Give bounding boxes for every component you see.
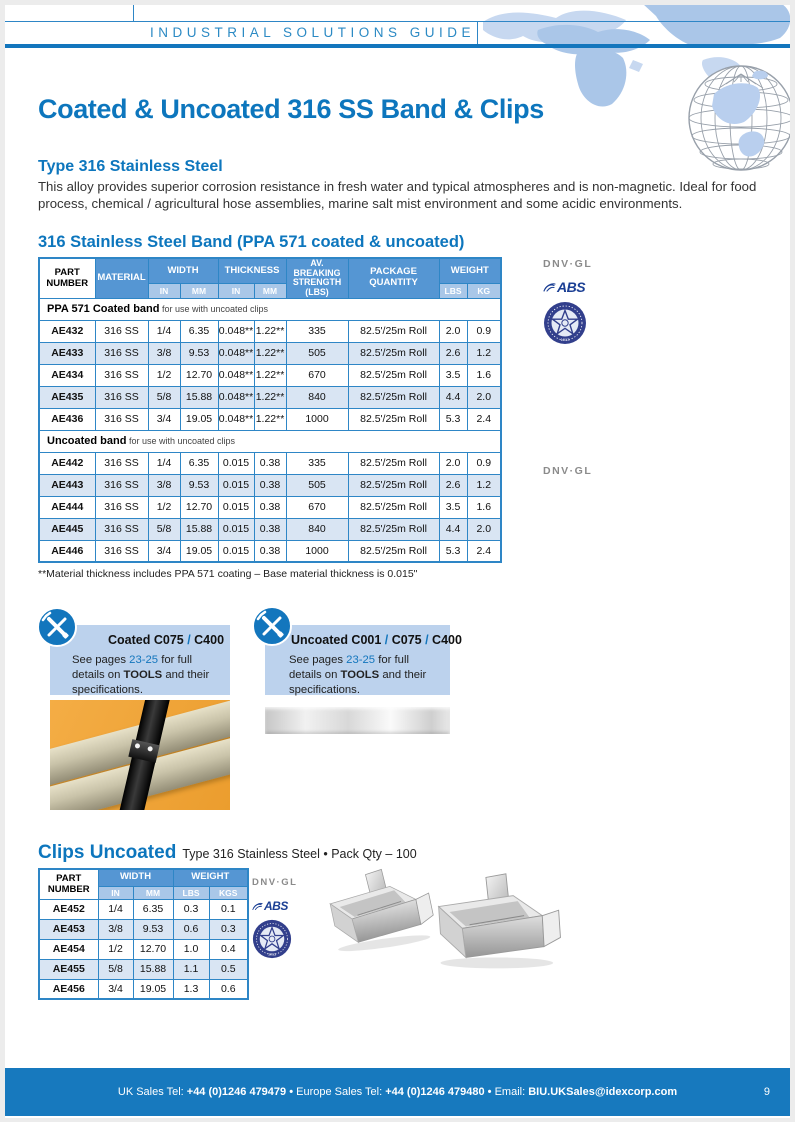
data-cell: 9.53 — [133, 919, 173, 939]
band-table-row — [39, 518, 501, 540]
col-width-in: IN — [98, 886, 133, 899]
clips-table-row — [39, 899, 248, 919]
header-rule-top — [0, 21, 795, 22]
page-edge — [790, 0, 795, 1122]
abs-eagle-icon — [543, 281, 556, 294]
data-cell: 0.9 — [467, 452, 501, 474]
data-cell: 2.0 — [467, 518, 501, 540]
data-cell: 3.5 — [439, 364, 467, 386]
band-group-label: PPA 571 Coated band for use with uncoated clips — [39, 298, 501, 320]
col-width-mm: MM — [133, 886, 173, 899]
band-table-row — [39, 474, 501, 496]
data-cell: 0.048** — [218, 364, 254, 386]
callout-body: See pages 23-25 for full details on TOOLS and their specifications. — [289, 654, 427, 696]
band-table-row — [39, 496, 501, 518]
data-cell: 5.3 — [439, 408, 467, 430]
band-table-row — [39, 408, 501, 430]
data-cell: 0.38 — [254, 452, 286, 474]
data-cell: 1/4 — [148, 452, 180, 474]
part-number-cell: AE453 — [39, 919, 98, 939]
data-cell: 9.53 — [180, 474, 218, 496]
data-cell: 0.38 — [254, 540, 286, 562]
sales-email-link[interactable]: BIU.UKSales@idexcorp.com — [528, 1086, 678, 1098]
part-number-cell: AE443 — [39, 474, 95, 496]
data-cell: 1/4 — [148, 320, 180, 342]
data-cell: 840 — [286, 386, 348, 408]
part-number-cell: AE455 — [39, 959, 98, 979]
data-cell: 2.0 — [467, 386, 501, 408]
data-cell: 505 — [286, 474, 348, 496]
data-cell: 1.22** — [254, 342, 286, 364]
col-width: WIDTH — [98, 869, 173, 886]
data-cell: 2.4 — [467, 408, 501, 430]
maritime-badge-logo — [252, 919, 292, 959]
data-cell: 6.35 — [180, 320, 218, 342]
data-cell: 0.3 — [173, 899, 209, 919]
intro-heading: Type 316 Stainless Steel — [38, 158, 223, 175]
clips-table — [38, 868, 249, 1000]
clips-table-row — [39, 939, 248, 959]
part-number-cell: AE454 — [39, 939, 98, 959]
globe-icon — [686, 36, 795, 206]
data-cell: 0.015 — [218, 474, 254, 496]
data-cell: 6.35 — [133, 899, 173, 919]
data-cell: 0.4 — [209, 939, 248, 959]
data-cell: 2.0 — [439, 320, 467, 342]
band-table-row — [39, 320, 501, 342]
page-edge — [0, 0, 5, 1122]
separator-dot: • — [286, 1086, 297, 1098]
data-cell: 0.38 — [254, 474, 286, 496]
col-weight-kgs: KGS — [209, 886, 248, 899]
data-cell: 1.2 — [467, 474, 501, 496]
col-thickness: THICKNESS — [218, 258, 286, 284]
callout-title: Uncoated C001 / C075 / C400 — [291, 633, 462, 647]
data-cell: 0.38 — [254, 496, 286, 518]
dnv-gl-logo: DNV·GL — [252, 877, 298, 888]
data-cell: 1/4 — [98, 899, 133, 919]
maritime-badge-logo — [543, 301, 587, 345]
data-cell: 1.22** — [254, 408, 286, 430]
part-number-cell: AE456 — [39, 979, 98, 999]
page-edge — [0, 0, 795, 5]
intro-body: This alloy provides superior corrosion resistance in fresh water and typical atmospheres and is non-magnetic. Ideal for food process, chemical / agricultural hose assemblies, marine salt mist environment and some acidic environments. — [38, 179, 757, 211]
data-cell: 3.5 — [439, 496, 467, 518]
band-table-row — [39, 540, 501, 562]
data-cell: 82.5'/25m Roll — [348, 496, 439, 518]
data-cell: 840 — [286, 518, 348, 540]
data-cell: 82.5'/25m Roll — [348, 386, 439, 408]
data-cell: 1000 — [286, 408, 348, 430]
data-cell: 335 — [286, 320, 348, 342]
data-cell: 82.5'/25m Roll — [348, 408, 439, 430]
data-cell: 670 — [286, 496, 348, 518]
footer-contact — [118, 1086, 677, 1098]
data-cell: 316 SS — [95, 452, 148, 474]
data-cell: 3/8 — [148, 474, 180, 496]
data-cell: 1/2 — [98, 939, 133, 959]
data-cell: 5/8 — [148, 518, 180, 540]
data-cell: 505 — [286, 342, 348, 364]
data-cell: 316 SS — [95, 386, 148, 408]
data-cell: 1.22** — [254, 364, 286, 386]
data-cell: 1.22** — [254, 320, 286, 342]
data-cell: 0.6 — [209, 979, 248, 999]
svg-text:1913: 1913 — [267, 952, 277, 957]
uk-sales-label: UK Sales Tel: — [117, 1086, 187, 1098]
callout-body: See pages 23-25 for full details on TOOLS and their specifications. — [72, 654, 210, 696]
data-cell: 2.6 — [439, 342, 467, 364]
page-number: 9 — [763, 1086, 770, 1098]
data-cell: 3/4 — [148, 408, 180, 430]
data-cell: 335 — [286, 452, 348, 474]
band-table-body — [39, 298, 501, 562]
data-cell: 82.5'/25m Roll — [348, 540, 439, 562]
data-cell: 12.70 — [180, 496, 218, 518]
data-cell: 2.6 — [439, 474, 467, 496]
abs-logo: ABS — [543, 279, 592, 295]
europe-sales-label: Europe Sales Tel: — [296, 1086, 386, 1098]
data-cell: 0.015 — [218, 540, 254, 562]
part-number-cell: AE435 — [39, 386, 95, 408]
data-cell: 82.5'/25m Roll — [348, 518, 439, 540]
data-cell: 1.22** — [254, 386, 286, 408]
data-cell: 4.4 — [439, 386, 467, 408]
data-cell: 3/4 — [148, 540, 180, 562]
data-cell: 0.015 — [218, 518, 254, 540]
email-label: Email: — [494, 1086, 529, 1098]
col-package-quantity: PACKAGE QUANTITY — [348, 258, 439, 298]
dnv-gl-logo-uncoated: DNV·GL — [543, 465, 593, 477]
data-cell: 316 SS — [95, 342, 148, 364]
col-part-number: PART NUMBER — [39, 869, 98, 899]
band-table-row — [39, 342, 501, 364]
data-cell: 0.6 — [173, 919, 209, 939]
data-cell: 316 SS — [95, 320, 148, 342]
clips-table-body — [39, 899, 248, 999]
band-section-heading: 316 Stainless Steel Band (PPA 571 coated & uncoated) — [38, 233, 465, 251]
page-footer — [0, 1068, 795, 1116]
data-cell: 12.70 — [133, 939, 173, 959]
clips-table-row — [39, 919, 248, 939]
data-cell: 0.1 — [209, 899, 248, 919]
data-cell: 82.5'/25m Roll — [348, 364, 439, 386]
part-number-cell: AE444 — [39, 496, 95, 518]
data-cell: 3/8 — [98, 919, 133, 939]
data-cell: 6.35 — [180, 452, 218, 474]
part-number-cell: AE452 — [39, 899, 98, 919]
col-breaking-strength: AV. BREAKING STRENGTH (LBS) — [286, 258, 348, 298]
clip-photo-large — [420, 872, 570, 972]
tools-icon — [36, 606, 78, 648]
abs-logo: ABS — [252, 899, 297, 913]
page-title: Coated & Uncoated 316 SS Band & Clips — [38, 94, 544, 124]
certification-logos — [543, 258, 592, 345]
data-cell: 0.38 — [254, 518, 286, 540]
data-cell: 316 SS — [95, 364, 148, 386]
data-cell: 1.6 — [467, 364, 501, 386]
data-cell: 82.5'/25m Roll — [348, 342, 439, 364]
data-cell: 15.88 — [133, 959, 173, 979]
data-cell: 5.3 — [439, 540, 467, 562]
col-weight: WEIGHT — [173, 869, 248, 886]
uncoated-band-photo — [265, 707, 450, 734]
part-number-cell: AE432 — [39, 320, 95, 342]
data-cell: 1/2 — [148, 364, 180, 386]
data-cell: 0.015 — [218, 496, 254, 518]
band-table-header-row — [39, 258, 501, 284]
europe-sales-tel: +44 (0)1246 479480 — [385, 1086, 485, 1098]
col-thickness-in: IN — [218, 284, 254, 299]
data-cell: 82.5'/25m Roll — [348, 452, 439, 474]
part-number-cell: AE442 — [39, 452, 95, 474]
uk-sales-tel: +44 (0)1246 479479 — [186, 1086, 287, 1098]
part-number-cell: AE436 — [39, 408, 95, 430]
part-number-cell: AE434 — [39, 364, 95, 386]
data-cell: 5/8 — [148, 386, 180, 408]
col-material: MATERIAL — [95, 258, 148, 298]
data-cell: 1.0 — [173, 939, 209, 959]
data-cell: 2.4 — [467, 540, 501, 562]
band-group-label: Uncoated band for use with uncoated clips — [39, 430, 501, 452]
data-cell: 19.05 — [180, 408, 218, 430]
dnv-gl-logo: DNV·GL — [543, 258, 593, 270]
data-cell: 0.015 — [218, 452, 254, 474]
data-cell: 9.53 — [180, 342, 218, 364]
header-bar — [0, 44, 795, 48]
separator-dot: • — [484, 1086, 495, 1098]
thickness-footnote: **Material thickness includes PPA 571 coating – Base material thickness is 0.015" — [38, 568, 418, 580]
part-number-cell: AE446 — [39, 540, 95, 562]
data-cell: 1.2 — [467, 342, 501, 364]
tools-icon — [251, 605, 293, 647]
part-number-cell: AE445 — [39, 518, 95, 540]
data-cell: 0.048** — [218, 320, 254, 342]
data-cell: 12.70 — [180, 364, 218, 386]
data-cell: 316 SS — [95, 518, 148, 540]
band-group-label-row — [39, 298, 501, 320]
col-weight: WEIGHT — [439, 258, 501, 284]
data-cell: 316 SS — [95, 496, 148, 518]
data-cell: 0.9 — [467, 320, 501, 342]
clips-title: Clips Uncoated — [38, 842, 177, 863]
data-cell: 3/8 — [148, 342, 180, 364]
col-width: WIDTH — [148, 258, 218, 284]
band-table-row — [39, 364, 501, 386]
callout-title: Coated C075 / C400 — [108, 633, 225, 647]
data-cell: 1.6 — [467, 496, 501, 518]
data-cell: 1.1 — [173, 959, 209, 979]
data-cell: 5/8 — [98, 959, 133, 979]
data-cell: 15.88 — [180, 518, 218, 540]
data-cell: 19.05 — [133, 979, 173, 999]
col-width-mm: MM — [180, 284, 218, 299]
data-cell: 0.048** — [218, 408, 254, 430]
data-cell: 15.88 — [180, 386, 218, 408]
band-table-row — [39, 452, 501, 474]
data-cell: 670 — [286, 364, 348, 386]
data-cell: 0.048** — [218, 386, 254, 408]
header-divider-right — [477, 21, 478, 44]
col-part-number: PART NUMBER — [39, 258, 95, 298]
clips-table-row — [39, 979, 248, 999]
data-cell: 0.048** — [218, 342, 254, 364]
data-cell: 316 SS — [95, 474, 148, 496]
page-edge — [0, 1118, 795, 1122]
col-weight-lbs: LBS — [439, 284, 467, 299]
clips-subtitle: Type 316 Stainless Steel • Pack Qty – 100 — [182, 847, 417, 861]
part-number-cell: AE433 — [39, 342, 95, 364]
data-cell: 0.5 — [209, 959, 248, 979]
abs-eagle-icon — [252, 901, 263, 912]
data-cell: 82.5'/25m Roll — [348, 320, 439, 342]
clips-certification-logos — [252, 872, 297, 959]
data-cell: 316 SS — [95, 408, 148, 430]
data-cell: 1.3 — [173, 979, 209, 999]
data-cell: 0.3 — [209, 919, 248, 939]
data-cell: 316 SS — [95, 540, 148, 562]
guide-title: INDUSTRIAL SOLUTIONS GUIDE — [150, 25, 476, 40]
data-cell: 1/2 — [148, 496, 180, 518]
col-width-in: IN — [148, 284, 180, 299]
data-cell: 2.0 — [439, 452, 467, 474]
data-cell: 19.05 — [180, 540, 218, 562]
data-cell: 3/4 — [98, 979, 133, 999]
data-cell: 1000 — [286, 540, 348, 562]
data-cell: 4.4 — [439, 518, 467, 540]
col-weight-lbs: LBS — [173, 886, 209, 899]
band-table — [38, 257, 502, 563]
svg-text:1913: 1913 — [560, 337, 570, 342]
coated-band-on-pipes-photo — [50, 700, 230, 810]
clips-table-row — [39, 959, 248, 979]
col-weight-kg: KG — [467, 284, 501, 299]
col-thickness-mm: MM — [254, 284, 286, 299]
clips-table-header-row — [39, 869, 248, 886]
band-table-row — [39, 386, 501, 408]
data-cell: 82.5'/25m Roll — [348, 474, 439, 496]
band-group-label-row — [39, 430, 501, 452]
